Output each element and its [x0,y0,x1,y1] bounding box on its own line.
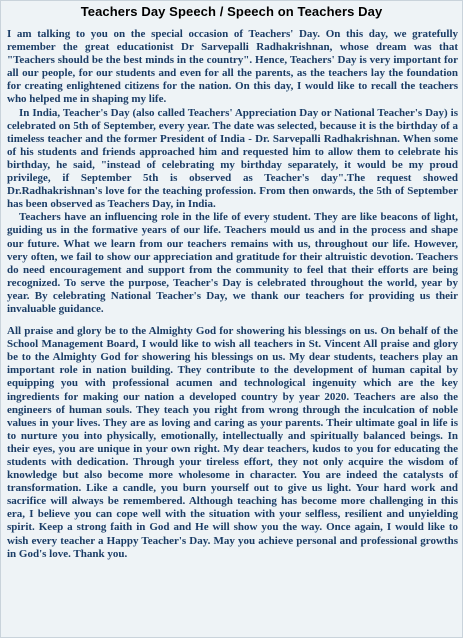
document-body [1,21,462,561]
paragraph-teachers-role: Teachers have an influencing role in the life of every student. They are like beacons of light, guiding us in the formative years of our life. Teachers mould us and in the process and shape our future. What we learn from our teachers remains with us, throughout our life. However, very often, we fail to show our appreciation and gratitude for their altruistic devotion. Teachers do need encouragement and support from the community to feel that their efforts are being recognized. To serve the purpose, Teacher's Day is celebrated throughout the world, year by year. By celebrating National Teacher's Day, we thank our teachers for providing us their invaluable guidance. [7,211,458,315]
page-title: Teachers Day Speech / Speech on Teachers Day [80,4,383,19]
paragraph-spacer [7,316,458,325]
paragraph-praise-and-wishes: All praise and glory be to the Almighty God for showering his blessings on us. On behalf of the School Management Board, I would like to wish all teachers in St. Vincent All praise and glory be to the Almighty God for showering his blessings on us. My dear students, teachers play an important role in nation building. They contribute to the development of human capital by equipping you with professional acumen and technological ingenuity which are the key ingredients for making our nation a developed country by year 2020. Teachers are also the engineers of human souls. They teach you right from wrong through the inculcation of noble values in your lives. They are as loving and caring as your parents. Their ultimate goal in life is to nurture you into physically, emotionally, intellectually and spiritually balanced beings. In their eyes, you are unique in your own right. My dear teachers, kudos to you for educating the students with dedication. Through your tireless effort, they not only acquire the wisdom of knowledge but also become more wholesome in character. You are indeed the catalysts of transformation. Like a candle, you burn yourself out to give us light. Your hard work and sacrifice will always be remembered. Although teaching has become more challenging in this era, I believe you can cope well with the situation with your selfless, resilient and unyielding spirit. Keep a strong faith in God and He will show you the way. Once again, I would like to wish every teacher a Happy Teacher's Day. May you achieve personal and professional growths in God's love. Thank you. [7,325,458,560]
paragraph-india-teachers-day: In India, Teacher's Day (also called Teachers' Appreciation Day or National Teacher's Day) is celebrated on 5th of September, every year. The date was selected, because it is the birthday of a timeless teacher and the former President of India - Dr. Sarvepalli Radhakrishnan. When some of his students and friends approached him and requested him to allow them to celebrate his birthday, he said, "instead of celebrating my birthday separately, it would be my proud privilege, if September 5th is observed as Teacher's day".The request showed Dr.Radhakrishnan's love for the teaching profession. From then onwards, the 5th of September has been observed as Teachers Day, in India. [7,106,458,211]
paragraph-intro: I am talking to you on the special occasion of Teachers' Day. On this day, we gratefully remember the great educationist Dr Sarvepalli Radhakrishnan, whose dream was that "Teachers should be the best minds in the country". Hence, Teachers' Day is very important for all our people, for our students and even for all the parents, as the teachers lay the foundation for creating enlightened citizens for the nation. On this day, I would like to recall the teachers who helped me in shaping my life. [7,28,458,106]
